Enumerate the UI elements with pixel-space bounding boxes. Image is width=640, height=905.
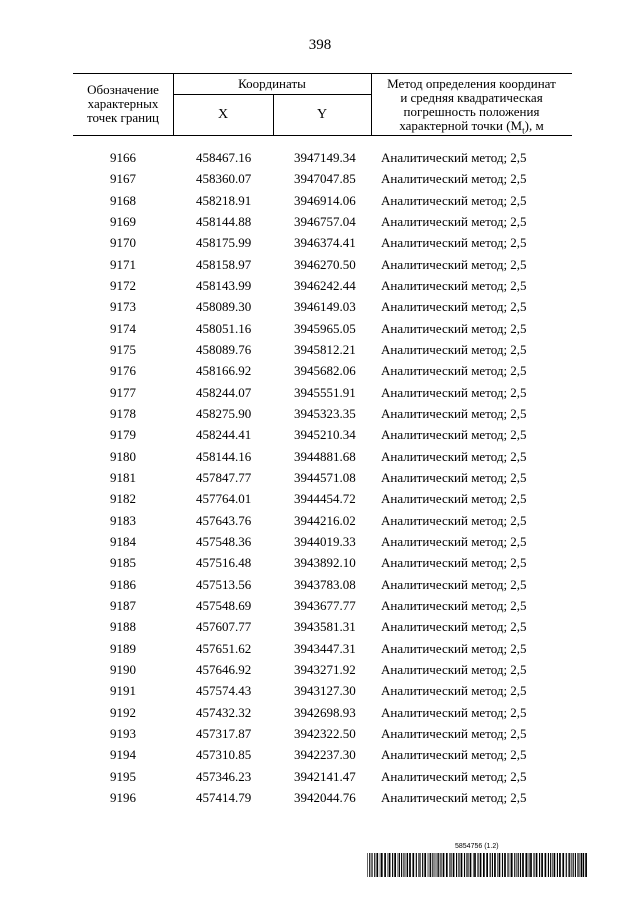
x-coordinate-cell: 458158.97 bbox=[196, 256, 252, 272]
method-cell: Аналитический метод; 2,5 bbox=[381, 256, 527, 272]
barcode-bar bbox=[575, 853, 576, 877]
barcode-bar bbox=[412, 853, 414, 877]
barcode-icon bbox=[367, 853, 587, 877]
barcode-bar bbox=[477, 853, 478, 877]
barcode-bar bbox=[376, 853, 378, 877]
point-id-cell: 9169 bbox=[110, 213, 136, 229]
barcode-bar bbox=[449, 853, 450, 877]
y-coordinate-cell: 3945551.91 bbox=[294, 384, 356, 400]
table-row bbox=[0, 769, 640, 790]
barcode-bar bbox=[504, 853, 506, 877]
method-cell: Аналитический метод; 2,5 bbox=[381, 171, 527, 187]
method-cell: Аналитический метод; 2,5 bbox=[381, 192, 527, 208]
point-id-cell: 9192 bbox=[110, 704, 136, 720]
table-row bbox=[0, 406, 640, 427]
point-id-cell: 9174 bbox=[110, 320, 136, 336]
barcode-bar bbox=[552, 853, 553, 877]
method-cell: Аналитический метод; 2,5 bbox=[381, 683, 527, 699]
point-id-cell: 9191 bbox=[110, 683, 136, 699]
barcode-bar bbox=[450, 853, 451, 877]
y-coordinate-cell: 3942044.76 bbox=[294, 789, 356, 805]
barcode-bar bbox=[438, 853, 439, 877]
x-coordinate-cell: 457548.36 bbox=[196, 533, 252, 549]
barcode-bar bbox=[573, 853, 574, 877]
barcode-bar bbox=[464, 853, 465, 877]
barcode-bar bbox=[440, 853, 441, 877]
barcode-bar bbox=[507, 853, 508, 877]
y-coordinate-cell: 3943892.10 bbox=[294, 555, 356, 571]
x-coordinate-cell: 458143.99 bbox=[196, 277, 252, 293]
point-id-cell: 9183 bbox=[110, 512, 136, 528]
x-coordinate-cell: 458218.91 bbox=[196, 192, 252, 208]
y-coordinate-cell: 3945682.06 bbox=[294, 363, 356, 379]
y-coordinate-cell: 3946242.44 bbox=[294, 277, 356, 293]
method-cell: Аналитический метод; 2,5 bbox=[381, 512, 527, 528]
table-row bbox=[0, 470, 640, 491]
x-coordinate-cell: 458360.07 bbox=[196, 171, 252, 187]
x-coordinate-cell: 458089.76 bbox=[196, 341, 252, 357]
method-cell: Аналитический метод; 2,5 bbox=[381, 427, 527, 443]
method-cell: Аналитический метод; 2,5 bbox=[381, 704, 527, 720]
barcode-bar bbox=[583, 853, 584, 877]
barcode-bar bbox=[381, 853, 383, 877]
header-y: Y bbox=[316, 107, 328, 122]
y-coordinate-cell: 3945210.34 bbox=[294, 427, 356, 443]
barcode-bar bbox=[437, 853, 438, 877]
barcode-bar bbox=[443, 853, 445, 877]
table-row bbox=[0, 385, 640, 406]
table-row bbox=[0, 641, 640, 662]
barcode-bar bbox=[533, 853, 534, 877]
table-row bbox=[0, 683, 640, 704]
barcode-bar bbox=[428, 853, 429, 877]
y-coordinate-cell: 3943677.77 bbox=[294, 597, 356, 613]
barcode-bar bbox=[511, 853, 513, 877]
point-id-cell: 9180 bbox=[110, 448, 136, 464]
barcode-label: 5854756 (1.2) bbox=[455, 843, 499, 850]
barcode-bar bbox=[525, 853, 527, 877]
point-id-cell: 9173 bbox=[110, 299, 136, 315]
barcode-bar bbox=[420, 853, 421, 877]
method-cell: Аналитический метод; 2,5 bbox=[381, 747, 527, 763]
barcode-bar bbox=[473, 853, 474, 877]
header-method bbox=[371, 77, 572, 138]
barcode-bar bbox=[557, 853, 558, 877]
barcode-bar bbox=[466, 853, 467, 877]
method-cell: Аналитический метод; 2,5 bbox=[381, 341, 527, 357]
method-cell: Аналитический метод; 2,5 bbox=[381, 405, 527, 421]
barcode-bar bbox=[545, 853, 547, 877]
barcode-bar bbox=[403, 853, 404, 877]
page-number: 398 bbox=[308, 37, 332, 53]
x-coordinate-cell: 458275.90 bbox=[196, 405, 252, 421]
y-coordinate-cell: 3942237.30 bbox=[294, 747, 356, 763]
method-cell: Аналитический метод; 2,5 bbox=[381, 448, 527, 464]
point-id-cell: 9184 bbox=[110, 533, 136, 549]
barcode-bar bbox=[494, 853, 496, 877]
table-row bbox=[0, 790, 640, 811]
method-cell: Аналитический метод; 2,5 bbox=[381, 555, 527, 571]
header-method-line: характерной точки $(M_t)$, м bbox=[399, 118, 544, 136]
x-coordinate-cell: 458244.07 bbox=[196, 384, 252, 400]
barcode-bar bbox=[486, 853, 488, 877]
header-designation: Обозначение характерных точек границ bbox=[86, 82, 160, 125]
y-coordinate-cell: 3946374.41 bbox=[294, 235, 356, 251]
table-header bbox=[73, 73, 572, 136]
barcode-bar bbox=[467, 853, 468, 877]
point-id-cell: 9166 bbox=[110, 150, 136, 165]
point-id-cell: 9196 bbox=[110, 789, 136, 805]
y-coordinate-cell: 3943271.92 bbox=[294, 661, 356, 677]
method-cell: Аналитический метод; 2,5 bbox=[381, 299, 527, 315]
table-row bbox=[0, 491, 640, 512]
header-coordinates: Координаты bbox=[238, 76, 306, 91]
barcode-bar bbox=[424, 853, 426, 877]
y-coordinate-cell: 3945323.35 bbox=[294, 405, 356, 421]
y-coordinate-cell: 3946270.50 bbox=[294, 256, 356, 272]
barcode-bar bbox=[461, 853, 463, 877]
barcode-bar bbox=[568, 853, 569, 877]
barcode-bar bbox=[459, 853, 460, 877]
barcode-bar bbox=[522, 853, 524, 877]
barcode-bar bbox=[480, 853, 482, 877]
barcode-bar bbox=[474, 853, 476, 877]
barcode-bar bbox=[416, 853, 417, 877]
barcode-bar bbox=[528, 853, 529, 877]
x-coordinate-cell: 458144.88 bbox=[196, 213, 252, 229]
header-method-line: Метод определения координат bbox=[387, 76, 556, 91]
barcode-bar bbox=[394, 853, 396, 877]
barcode-bar bbox=[577, 853, 578, 877]
barcode-bar bbox=[559, 853, 561, 877]
y-coordinate-cell: 3944571.08 bbox=[294, 469, 356, 485]
barcode-bar bbox=[407, 853, 408, 877]
point-id-cell: 9185 bbox=[110, 555, 136, 571]
x-coordinate-cell: 457346.23 bbox=[196, 768, 252, 784]
barcode-bar bbox=[419, 853, 420, 877]
y-coordinate-cell: 3943127.30 bbox=[294, 683, 356, 699]
barcode-bar bbox=[401, 853, 402, 877]
barcode-bar bbox=[422, 853, 423, 877]
barcode-bar bbox=[520, 853, 521, 877]
barcode-bar bbox=[497, 853, 498, 877]
barcode-bar bbox=[432, 853, 433, 877]
table-row bbox=[0, 534, 640, 555]
barcode-bar bbox=[550, 853, 551, 877]
barcode-bar bbox=[453, 853, 455, 877]
method-cell: Аналитический метод; 2,5 bbox=[381, 277, 527, 293]
method-cell: Аналитический метод; 2,5 bbox=[381, 320, 527, 336]
point-id-cell: 9175 bbox=[110, 341, 136, 357]
barcode-bar bbox=[398, 853, 399, 877]
method-cell: Аналитический метод; 2,5 bbox=[381, 640, 527, 656]
table-row bbox=[0, 257, 640, 278]
y-coordinate-cell: 3946757.04 bbox=[294, 213, 356, 229]
barcode-bar bbox=[409, 853, 411, 877]
barcode-bar bbox=[405, 853, 406, 877]
header-x: X bbox=[217, 107, 229, 122]
barcode-bar bbox=[571, 853, 572, 877]
table-row bbox=[0, 321, 640, 342]
barcode-bar bbox=[429, 853, 430, 877]
point-id-cell: 9182 bbox=[110, 491, 136, 507]
barcode-bar bbox=[518, 853, 519, 877]
barcode-bar bbox=[536, 853, 538, 877]
barcode-bar bbox=[470, 853, 472, 877]
barcode-bar bbox=[581, 853, 583, 877]
y-coordinate-cell: 3944216.02 bbox=[294, 512, 356, 528]
method-cell: Аналитический метод; 2,5 bbox=[381, 213, 527, 229]
point-id-cell: 9172 bbox=[110, 277, 136, 293]
y-coordinate-cell: 3942322.50 bbox=[294, 725, 356, 741]
barcode-bar bbox=[510, 853, 511, 877]
point-id-cell: 9177 bbox=[110, 384, 136, 400]
table-row bbox=[0, 193, 640, 214]
method-cell: Аналитический метод; 2,5 bbox=[381, 619, 527, 635]
y-coordinate-cell: 3946149.03 bbox=[294, 299, 356, 315]
x-coordinate-cell: 458467.16 bbox=[196, 150, 252, 165]
table-row bbox=[0, 577, 640, 598]
barcode-bar bbox=[483, 853, 485, 877]
point-id-cell: 9187 bbox=[110, 597, 136, 613]
barcode-bar bbox=[430, 853, 431, 877]
barcode-bar bbox=[435, 853, 436, 877]
method-cell: Аналитический метод; 2,5 bbox=[381, 150, 527, 165]
table-row bbox=[0, 619, 640, 640]
barcode-bar bbox=[502, 853, 503, 877]
barcode-bar bbox=[499, 853, 501, 877]
method-cell: Аналитический метод; 2,5 bbox=[381, 384, 527, 400]
barcode-bar bbox=[418, 853, 419, 877]
method-cell: Аналитический метод; 2,5 bbox=[381, 576, 527, 592]
table-row bbox=[0, 747, 640, 768]
x-coordinate-cell: 457651.62 bbox=[196, 640, 252, 656]
point-id-cell: 9181 bbox=[110, 469, 136, 485]
point-id-cell: 9178 bbox=[110, 405, 136, 421]
table-row bbox=[0, 427, 640, 448]
barcode-bar bbox=[388, 853, 389, 877]
y-coordinate-cell: 3947149.34 bbox=[294, 150, 356, 165]
x-coordinate-cell: 457646.92 bbox=[196, 661, 252, 677]
barcode-bar bbox=[529, 853, 530, 877]
barcode-bar bbox=[541, 853, 543, 877]
y-coordinate-cell: 3947047.85 bbox=[294, 171, 356, 187]
point-id-cell: 9168 bbox=[110, 192, 136, 208]
barcode-bar bbox=[566, 853, 567, 877]
y-coordinate-cell: 3942698.93 bbox=[294, 704, 356, 720]
method-cell: Аналитический метод; 2,5 bbox=[381, 768, 527, 784]
barcode-bar bbox=[492, 853, 493, 877]
method-cell: Аналитический метод; 2,5 bbox=[381, 469, 527, 485]
x-coordinate-cell: 457516.48 bbox=[196, 555, 252, 571]
table-body bbox=[0, 150, 640, 811]
barcode-bar bbox=[569, 853, 570, 877]
method-cell: Аналитический метод; 2,5 bbox=[381, 235, 527, 251]
x-coordinate-cell: 457643.76 bbox=[196, 512, 252, 528]
point-id-cell: 9167 bbox=[110, 171, 136, 187]
method-cell: Аналитический метод; 2,5 bbox=[381, 533, 527, 549]
x-coordinate-cell: 457548.69 bbox=[196, 597, 252, 613]
point-id-cell: 9190 bbox=[110, 661, 136, 677]
table-row bbox=[0, 662, 640, 683]
barcode-bar bbox=[399, 853, 400, 877]
barcode-bar bbox=[369, 853, 370, 877]
x-coordinate-cell: 457310.85 bbox=[196, 747, 252, 763]
barcode-bar bbox=[578, 853, 579, 877]
point-id-cell: 9194 bbox=[110, 747, 136, 763]
y-coordinate-cell: 3944454.72 bbox=[294, 491, 356, 507]
y-coordinate-cell: 3944019.33 bbox=[294, 533, 356, 549]
table-row bbox=[0, 278, 640, 299]
table-row bbox=[0, 513, 640, 534]
x-coordinate-cell: 457432.32 bbox=[196, 704, 252, 720]
y-coordinate-cell: 3945812.21 bbox=[294, 341, 356, 357]
point-id-cell: 9176 bbox=[110, 363, 136, 379]
barcode-bar bbox=[380, 853, 381, 877]
x-coordinate-cell: 458244.41 bbox=[196, 427, 252, 443]
table-row bbox=[0, 342, 640, 363]
x-coordinate-cell: 458051.16 bbox=[196, 320, 252, 336]
table-row bbox=[0, 363, 640, 384]
method-cell: Аналитический метод; 2,5 bbox=[381, 363, 527, 379]
barcode-bar bbox=[392, 853, 393, 877]
barcode-bar bbox=[554, 853, 556, 877]
y-coordinate-cell: 3943581.31 bbox=[294, 619, 356, 635]
y-coordinate-cell: 3943447.31 bbox=[294, 640, 356, 656]
point-id-cell: 9179 bbox=[110, 427, 136, 443]
method-cell: Аналитический метод; 2,5 bbox=[381, 491, 527, 507]
coordinates-underline bbox=[173, 94, 371, 95]
table-row bbox=[0, 555, 640, 576]
barcode-bar bbox=[371, 853, 372, 877]
barcode-bar bbox=[374, 853, 375, 877]
barcode-bar bbox=[389, 853, 391, 877]
method-cell: Аналитический метод; 2,5 bbox=[381, 661, 527, 677]
barcode-bar bbox=[446, 853, 448, 877]
point-id-cell: 9186 bbox=[110, 576, 136, 592]
y-coordinate-cell: 3942141.47 bbox=[294, 768, 356, 784]
barcode-bar bbox=[458, 853, 459, 877]
barcode-bar bbox=[367, 853, 368, 877]
barcode-bar bbox=[539, 853, 540, 877]
table-row bbox=[0, 726, 640, 747]
barcode-bar bbox=[585, 853, 587, 877]
method-cell: Аналитический метод; 2,5 bbox=[381, 597, 527, 613]
x-coordinate-cell: 457513.56 bbox=[196, 576, 252, 592]
x-coordinate-cell: 457764.01 bbox=[196, 491, 252, 507]
barcode-bar bbox=[530, 853, 532, 877]
point-id-cell: 9188 bbox=[110, 619, 136, 635]
barcode-bar bbox=[406, 853, 407, 877]
method-cell: Аналитический метод; 2,5 bbox=[381, 725, 527, 741]
x-coordinate-cell: 457317.87 bbox=[196, 725, 252, 741]
table-row bbox=[0, 171, 640, 192]
x-coordinate-cell: 457574.43 bbox=[196, 683, 252, 699]
point-id-cell: 9193 bbox=[110, 725, 136, 741]
table-row bbox=[0, 150, 640, 171]
table-row bbox=[0, 299, 640, 320]
point-id-cell: 9189 bbox=[110, 640, 136, 656]
table-row bbox=[0, 235, 640, 256]
barcode-bar bbox=[456, 853, 457, 877]
x-coordinate-cell: 457607.77 bbox=[196, 619, 252, 635]
y-coordinate-cell: 3944881.68 bbox=[294, 448, 356, 464]
y-coordinate-cell: 3945965.05 bbox=[294, 320, 356, 336]
table-row bbox=[0, 214, 640, 235]
barcode-bar bbox=[436, 853, 437, 877]
barcode-bar bbox=[514, 853, 515, 877]
barcode-bar bbox=[562, 853, 564, 877]
header-method-line: и средняя квадратическая bbox=[400, 90, 543, 105]
x-coordinate-cell: 457847.77 bbox=[196, 469, 252, 485]
point-id-cell: 9170 bbox=[110, 235, 136, 251]
barcode-bar bbox=[490, 853, 491, 877]
table-row bbox=[0, 598, 640, 619]
x-coordinate-cell: 458144.16 bbox=[196, 448, 252, 464]
header-method-line: погрешность положения bbox=[403, 104, 540, 119]
x-coordinate-cell: 458175.99 bbox=[196, 235, 252, 251]
table-row bbox=[0, 705, 640, 726]
y-coordinate-cell: 3946914.06 bbox=[294, 192, 356, 208]
point-id-cell: 9195 bbox=[110, 768, 136, 784]
barcode-bar bbox=[548, 853, 549, 877]
x-coordinate-cell: 458166.92 bbox=[196, 363, 252, 379]
x-coordinate-cell: 457414.79 bbox=[196, 789, 252, 805]
method-cell: Аналитический метод; 2,5 bbox=[381, 789, 527, 805]
table-row bbox=[0, 449, 640, 470]
barcode-bar bbox=[516, 853, 517, 877]
y-coordinate-cell: 3943783.08 bbox=[294, 576, 356, 592]
barcode-bar bbox=[384, 853, 386, 877]
barcode-bar bbox=[580, 853, 581, 877]
point-id-cell: 9171 bbox=[110, 256, 136, 272]
x-coordinate-cell: 458089.30 bbox=[196, 299, 252, 315]
